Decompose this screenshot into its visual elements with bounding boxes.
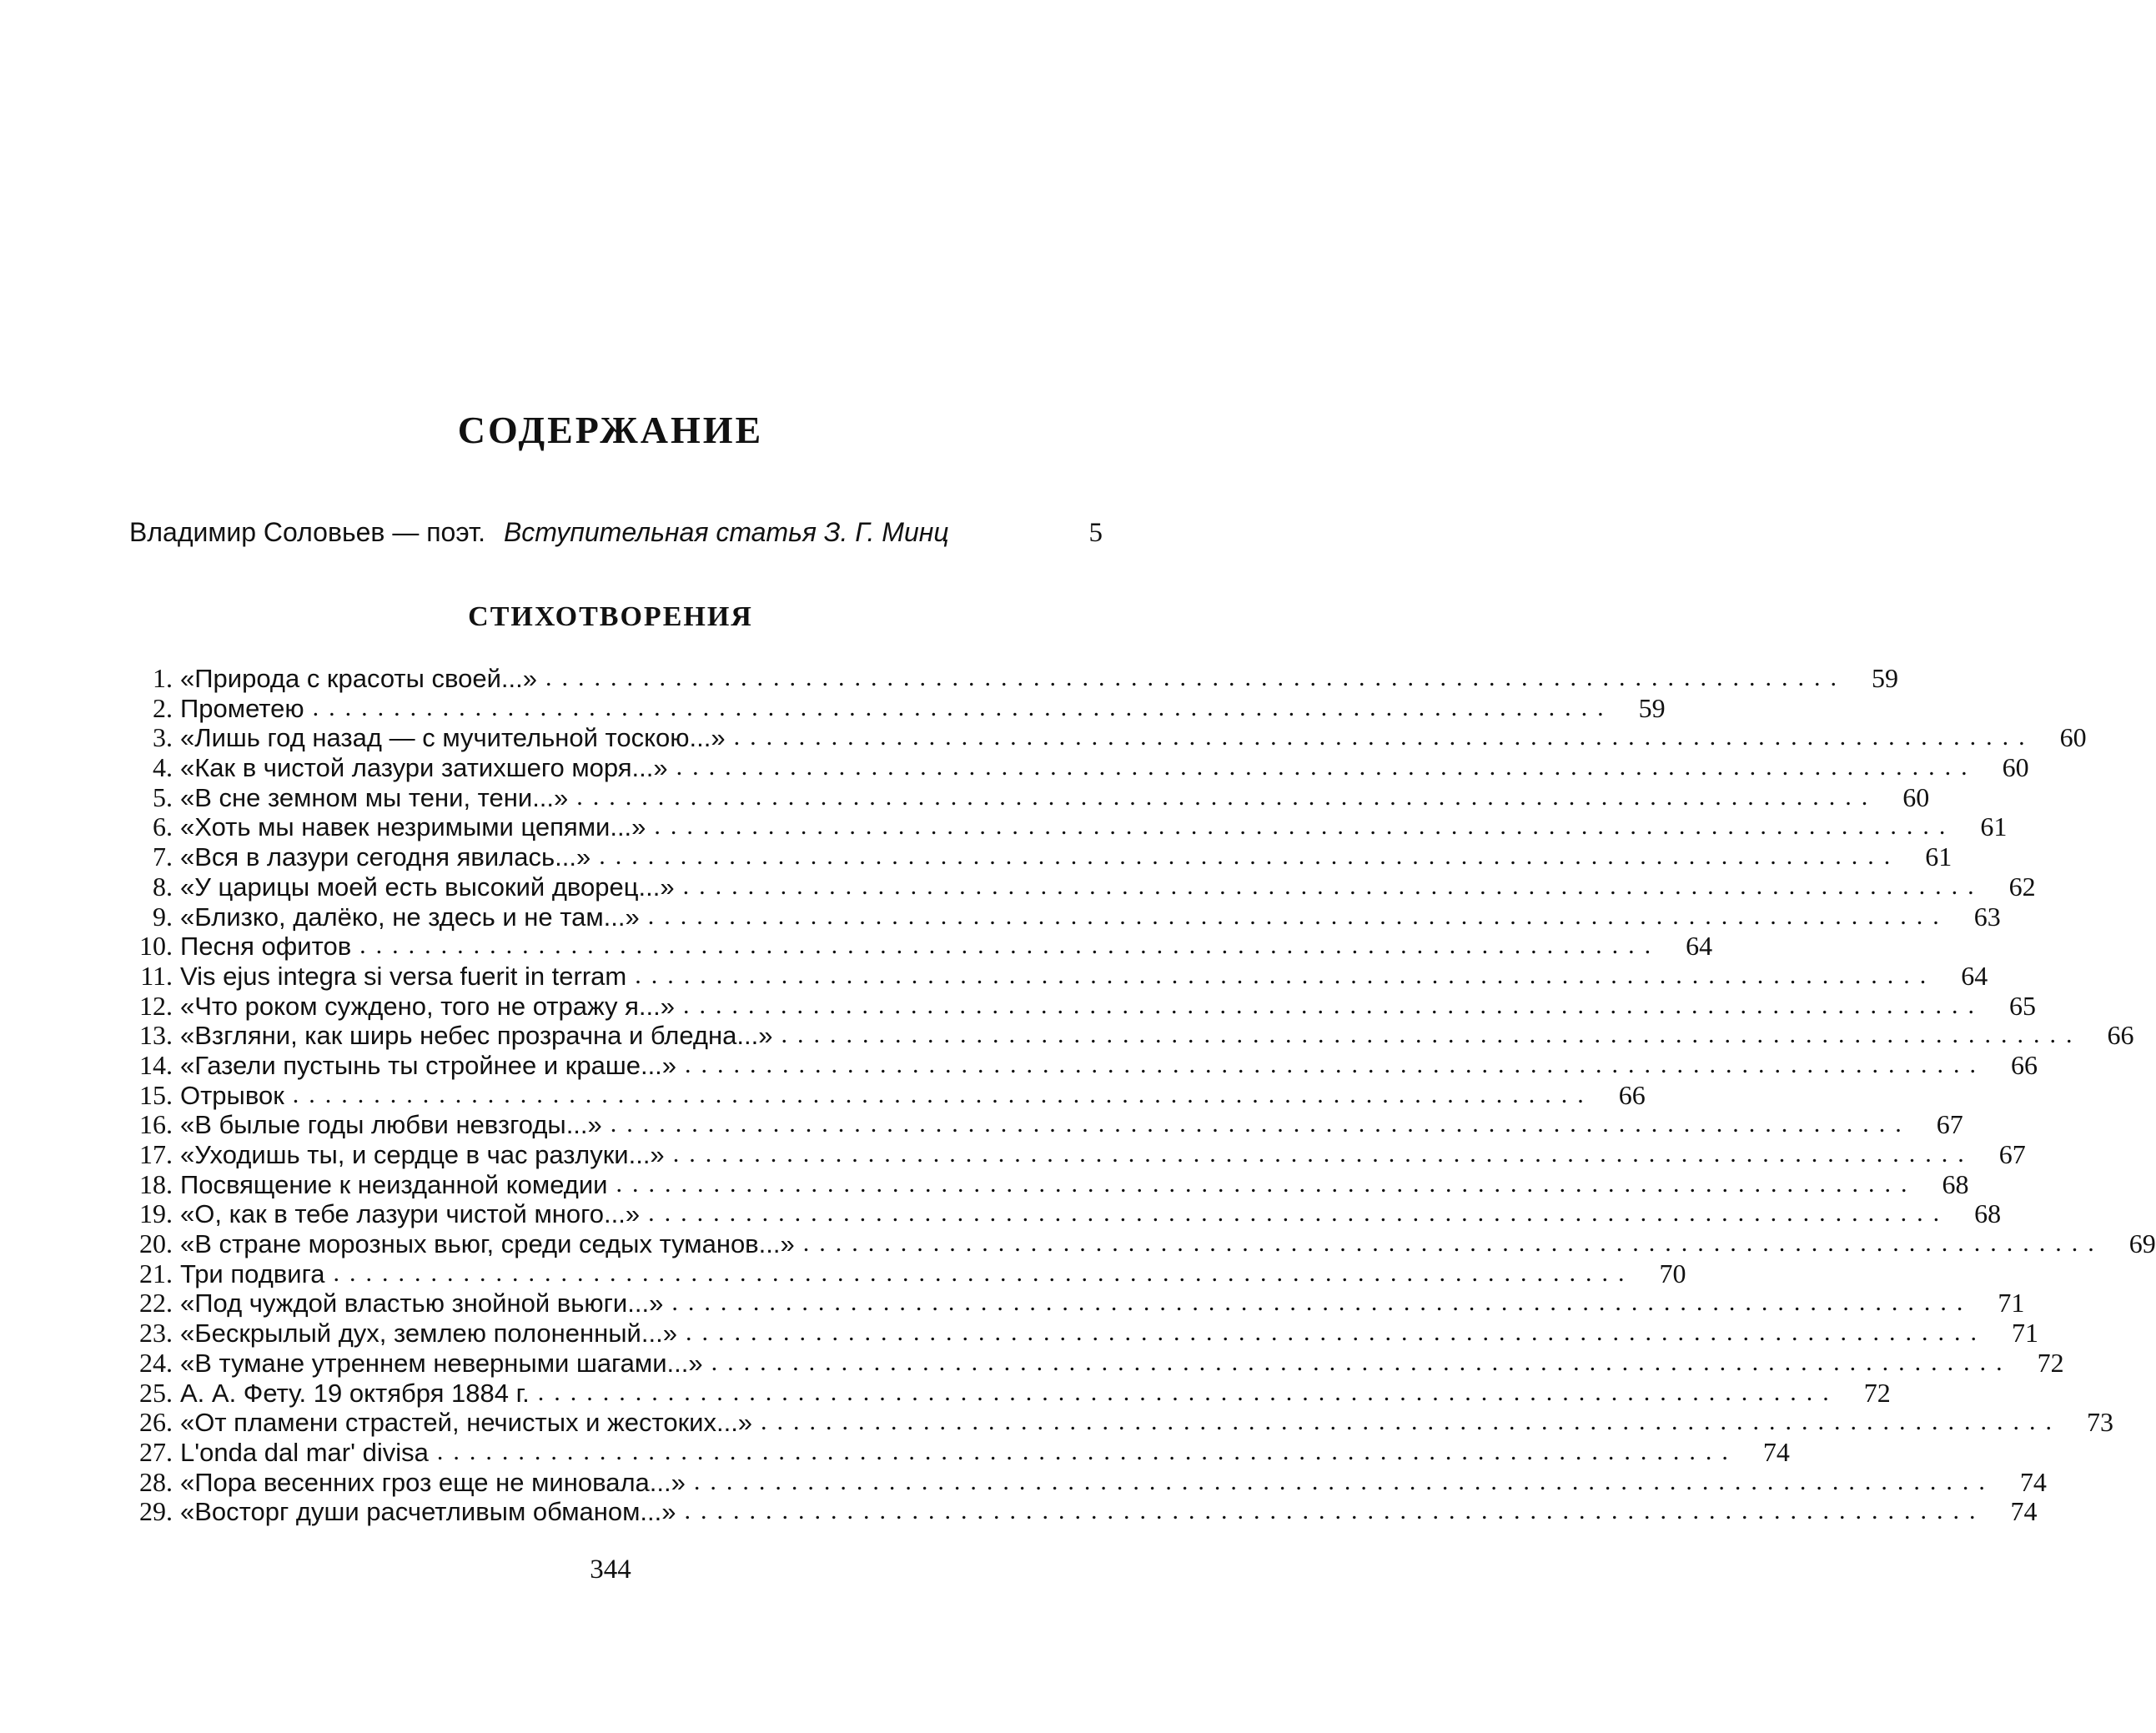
toc-entry [115, 722, 2087, 753]
toc-entry [115, 1466, 2047, 1498]
entry-title: «Газели пустынь ты стройнее и краше...» [180, 1050, 677, 1080]
entry-number: 7. [153, 841, 173, 872]
section-title: СТИХОТВОРЕНИЯ [468, 601, 753, 632]
entry-page: 64 [1961, 960, 1988, 991]
dot-leader: ................................................................................ [683, 991, 1985, 1019]
entry-page: 59 [1638, 692, 1666, 723]
entry-page: 60 [2002, 752, 2029, 783]
dot-leader: ................................................................................ [436, 1437, 1738, 1465]
entry-title: «Близко, далёко, не здесь и не там...» [180, 902, 640, 932]
entry-number: 25. [139, 1377, 173, 1408]
entry-number: 17. [139, 1139, 173, 1169]
toc-entry [115, 752, 2029, 783]
toc-entry [115, 1407, 2114, 1438]
entry-number: 14. [139, 1049, 173, 1080]
entry-title: «В сне земном мы тени, тени...» [180, 782, 569, 812]
entry-title: Отрывок [180, 1080, 284, 1110]
dot-leader: ................................................................................ [685, 1050, 1987, 1078]
entry-number: 28. [139, 1466, 173, 1497]
entry-page: 70 [1659, 1258, 1686, 1288]
page-title: СОДЕРЖАНИЕ [457, 409, 764, 451]
page-number: 344 [590, 1555, 631, 1585]
toc-entry [115, 931, 1713, 962]
intro-text: Владимир Соловьев — поэт. [129, 517, 485, 547]
entry-page: 73 [2087, 1407, 2114, 1438]
entry-title: «От пламени страстей, нечистых и жестоких...» [180, 1408, 753, 1438]
entry-page: 72 [2037, 1347, 2064, 1378]
entry-title: Три подвига [180, 1258, 325, 1288]
dot-leader: ................................................................................ [616, 1169, 1917, 1198]
entry-page: 71 [2011, 1318, 2038, 1349]
entry-number: 18. [139, 1168, 173, 1199]
entry-number: 21. [139, 1258, 173, 1288]
entry-title: «Вся в лазури сегодня явилась...» [180, 842, 591, 872]
entry-number: 12. [139, 990, 173, 1021]
dot-leader: ................................................................................ [781, 1021, 2083, 1049]
dot-leader: ................................................................................ [682, 872, 1984, 900]
entry-page: 62 [2008, 871, 2036, 902]
entry-number: 1. [153, 663, 173, 693]
entry-number: 20. [139, 1228, 173, 1259]
toc-entry [115, 1288, 2025, 1319]
toc-entry [115, 1020, 2134, 1051]
toc-entry [115, 1109, 1963, 1140]
entry-title: Посвящение к неизданной комедии [180, 1169, 608, 1199]
dot-leader: ................................................................................ [711, 1348, 2013, 1376]
entry-number: 24. [139, 1347, 173, 1378]
entry-page: 74 [2019, 1466, 2047, 1497]
dot-leader: ................................................................................ [333, 1258, 1635, 1287]
entry-page: 74 [1762, 1436, 1790, 1467]
entry-page: 71 [1998, 1288, 2025, 1319]
dot-leader: ................................................................................ [537, 1378, 1839, 1406]
entry-title: «Пора весенних гроз еще не миновала...» [180, 1467, 686, 1497]
toc-entry [115, 1228, 2156, 1259]
toc-entry [115, 1377, 1891, 1409]
dot-leader: ................................................................................ [761, 1408, 2063, 1436]
toc-entry [115, 960, 1988, 992]
entry-title: «Восторг души расчетливым обманом...» [180, 1497, 676, 1527]
entry-number: 4. [153, 752, 173, 783]
entry-number: 26. [139, 1407, 173, 1438]
dot-leader: ................................................................................ [312, 693, 1614, 721]
entry-page: 66 [2011, 1049, 2038, 1080]
dot-leader: ................................................................................ [671, 1288, 1973, 1317]
dot-leader: ................................................................................ [648, 1199, 1950, 1228]
toc-entry [115, 1258, 1686, 1289]
entry-number: 16. [139, 1109, 173, 1140]
entry-title: Прометею [180, 693, 304, 723]
entry-title: «Хоть мы навек незримыми цепями...» [180, 812, 646, 842]
entry-title: «Как в чистой лазури затихшего моря...» [180, 753, 668, 783]
toc-entry [115, 692, 1666, 724]
entry-page: 68 [1942, 1168, 1969, 1199]
entry-page: 60 [2059, 722, 2087, 753]
toc-entry [115, 1168, 1969, 1200]
entry-title: «В стране морозных вьюг, среди седых туманов...» [180, 1229, 795, 1259]
dot-leader: ................................................................................ [359, 932, 1661, 960]
entry-number: 3. [153, 722, 173, 753]
dot-leader: ................................................................................ [635, 961, 1937, 989]
entry-title: «Природа с красоты своей...» [180, 664, 537, 693]
entry-number: 9. [153, 901, 173, 932]
entry-number: 13. [139, 1020, 173, 1051]
dot-leader: ................................................................................ [685, 1319, 1987, 1347]
dot-leader: ................................................................................ [802, 1229, 2104, 1258]
dot-leader: ................................................................................ [545, 664, 1847, 691]
entry-number: 19. [139, 1198, 173, 1229]
toc-entry [115, 1079, 1646, 1111]
toc-entry [115, 663, 1898, 694]
entry-page: 63 [1973, 901, 2001, 932]
entry-number: 11. [140, 960, 173, 991]
intro-page: 5 [1088, 518, 1103, 548]
entry-title: «В былые годы любви невзгоды...» [180, 1110, 602, 1140]
entry-title: «Лишь год назад — с мучительной тоскою...» [180, 723, 726, 753]
entry-number: 8. [153, 871, 173, 902]
entry-title: «У царицы моей есть высокий дворец...» [180, 872, 675, 902]
entry-title: «Взгляни, как ширь небес прозрачна и бледна...» [180, 1021, 773, 1051]
intro-entry [129, 512, 1103, 552]
dot-leader: ................................................................................ [610, 1110, 1912, 1138]
entry-number: 27. [139, 1436, 173, 1467]
entry-page: 68 [1974, 1198, 2002, 1229]
toc-entry [115, 1347, 2064, 1379]
entry-number: 6. [153, 811, 173, 842]
entry-number: 10. [139, 931, 173, 962]
toc-entry [115, 1049, 2038, 1081]
entry-page: 66 [1618, 1079, 1646, 1110]
entry-page: 69 [2128, 1228, 2156, 1259]
entry-title: «О, как в тебе лазури чистой много...» [180, 1199, 641, 1229]
dot-leader: ................................................................................ [693, 1467, 1995, 1495]
toc-entry [115, 841, 1952, 872]
dot-leader: ................................................................................ [292, 1080, 1594, 1108]
entry-title: «Уходишь ты, и сердце в час разлуки...» [180, 1140, 665, 1169]
entry-number: 15. [139, 1079, 173, 1110]
entry-page: 64 [1686, 931, 1713, 962]
toc-entry [115, 1318, 2038, 1349]
entry-number: 22. [139, 1288, 173, 1319]
dot-leader: ................................................................................ [599, 842, 1901, 871]
toc-entry [115, 1198, 2002, 1229]
toc-entry [115, 901, 2001, 932]
entry-page: 61 [1980, 811, 2008, 842]
toc-entry [115, 1496, 2038, 1527]
entry-title: Vis ejus integra si versa fuerit in terram [180, 961, 627, 991]
entry-title: «В тумане утреннем неверными шагами...» [180, 1348, 703, 1378]
dot-leader: ................................................................................ [684, 1497, 1986, 1525]
entry-page: 65 [2009, 990, 2037, 1021]
dot-leader: ................................................................................ [676, 753, 1978, 781]
entry-page: 60 [1902, 781, 1930, 812]
entry-number: 29. [139, 1496, 173, 1527]
entry-page: 72 [1863, 1377, 1891, 1408]
entry-title: «Под чуждой властью знойной вьюги...» [180, 1288, 664, 1319]
entry-page: 67 [1936, 1109, 1963, 1140]
toc-entry [115, 871, 2036, 902]
toc-entry [115, 781, 1930, 813]
entry-page: 67 [1998, 1139, 2026, 1169]
toc-entry [115, 811, 2008, 842]
toc-entry [115, 1139, 2026, 1170]
entry-number: 23. [139, 1318, 173, 1349]
entry-title: «Бескрылый дух, землею полоненный...» [180, 1319, 677, 1349]
dot-leader: ................................................................................ [654, 812, 1956, 841]
dot-leader: ................................................................................ [733, 723, 2035, 751]
toc-list [115, 663, 2156, 1527]
entry-page: 61 [1925, 841, 1952, 872]
entry-page: 74 [2010, 1496, 2038, 1527]
dot-leader: ................................................................................ [647, 902, 1949, 930]
toc-entry [115, 1436, 1790, 1468]
entry-title: Песня офитов [180, 932, 352, 962]
entry-title: А. А. Фету. 19 октября 1884 г. [180, 1378, 530, 1408]
dot-leader: ................................................................................ [672, 1140, 1974, 1168]
entry-title: «Что роком суждено, того не отражу я...» [180, 991, 676, 1021]
entry-page: 66 [2107, 1020, 2134, 1051]
toc-entry [115, 990, 2037, 1022]
entry-title: L'onda dal mar' divisa [180, 1437, 429, 1467]
entry-number: 2. [153, 692, 173, 723]
dot-leader: ................................................................................ [576, 782, 1878, 811]
intro-description: Вступительная статья З. Г. Минц [503, 517, 949, 547]
entry-page: 59 [1871, 663, 1898, 693]
entry-number: 5. [153, 781, 173, 812]
